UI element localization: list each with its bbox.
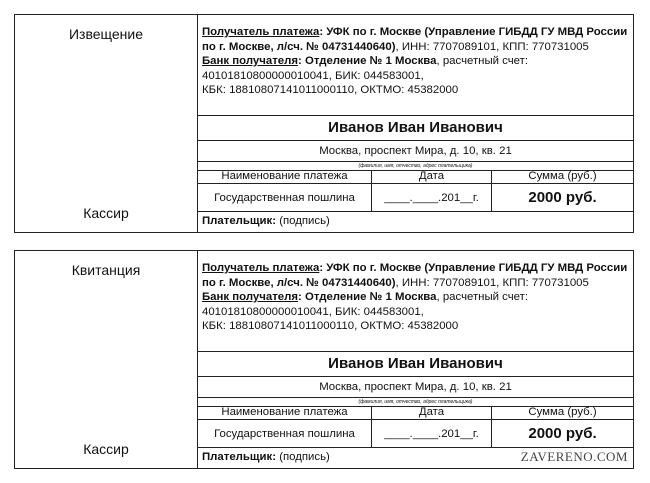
recipient-inn-kpp: , ИНН: 7707089101, КПП: 770731005: [395, 40, 589, 53]
payment-amount-cell: 2000 руб.: [491, 183, 633, 211]
column-header-amount: Сумма (руб.): [491, 170, 633, 183]
column-header-payment-name: Наименование платежа: [221, 406, 348, 418]
recipient-details: [202, 25, 629, 98]
divider: [198, 211, 633, 212]
divider: [198, 447, 633, 448]
column-header-amount: Сумма (руб.): [491, 406, 633, 419]
kbk-oktmo: КБК: 18810807141011000110, ОКТМО: 45382000: [202, 84, 459, 96]
form-left-column: [15, 251, 198, 468]
bank-account-bik: , расчетный счет: 40101810800000010041, БИК: 044583001,: [202, 55, 529, 82]
watermark: ZAVERENO.COM: [520, 449, 628, 464]
payment-table: [198, 170, 633, 211]
cashier-label: Кассир: [83, 441, 129, 457]
payment-date-cell: ____.____.201__г.: [371, 419, 491, 447]
form-left-column: [15, 15, 198, 232]
payer-signature: [202, 215, 330, 227]
payment-date-cell: ____.____.201__г.: [371, 183, 491, 211]
column-header-date: Дата: [371, 406, 491, 419]
column-header-payment-name: Наименование платежа: [221, 170, 348, 182]
bank-label: Банк получателя: [202, 55, 298, 67]
recipient-label: Получатель платежа: [202, 26, 320, 38]
bank-value: : Отделение № 1 Москва: [298, 55, 437, 67]
payer-hint: (фамилия, имя, отчество, адрес плательщика): [358, 399, 473, 405]
recipient-details: [202, 261, 629, 334]
kbk-oktmo: КБК: 18810807141011000110, ОКТМО: 45382000: [202, 320, 459, 332]
payer-address: Москва, проспект Мира, д. 10, кв. 21: [319, 145, 512, 157]
recipient-value: : УФК по г. Москве (Управление ГИБДД ГУ МВД России по г. Москве, л/сч. № 04731440640): [202, 26, 628, 53]
recipient-inn-kpp: , ИНН: 7707089101, КПП: 770731005: [395, 276, 589, 289]
bank-value: : Отделение № 1 Москва: [298, 291, 437, 303]
signature-value: (подпись): [276, 451, 330, 463]
form-title: Квитанция: [71, 262, 141, 278]
signature-value: (подпись): [276, 215, 330, 227]
payment-receipt-form: [14, 250, 634, 469]
form-right-column: [198, 15, 633, 232]
form-title: Извещение: [68, 26, 144, 42]
payment-notice-form: [14, 14, 634, 233]
payer-name: Иванов Иван Иванович: [328, 355, 503, 372]
column-header-date: Дата: [371, 170, 491, 183]
payment-table: [198, 406, 633, 447]
signature-label: Плательщик:: [202, 451, 277, 463]
payer-address: Москва, проспект Мира, д. 10, кв. 21: [319, 381, 512, 393]
form-right-column: [198, 251, 633, 468]
payment-name-cell: Государственная пошлина: [198, 183, 371, 211]
bank-label: Банк получателя: [202, 291, 298, 303]
recipient-label: Получатель платежа: [202, 262, 320, 274]
payer-hint: (фамилия, имя, отчество, адрес плательщика): [358, 163, 473, 169]
cashier-label: Кассир: [83, 205, 129, 221]
payer-signature: [202, 451, 330, 463]
bank-account-bik: , расчетный счет: 40101810800000010041, БИК: 044583001,: [202, 291, 529, 318]
payer-name: Иванов Иван Иванович: [328, 119, 503, 136]
recipient-value: : УФК по г. Москве (Управление ГИБДД ГУ МВД России по г. Москве, л/сч. № 04731440640): [202, 262, 628, 289]
payment-amount-cell: 2000 руб.: [491, 419, 633, 447]
payment-name-cell: Государственная пошлина: [198, 419, 371, 447]
signature-label: Плательщик:: [202, 215, 277, 227]
